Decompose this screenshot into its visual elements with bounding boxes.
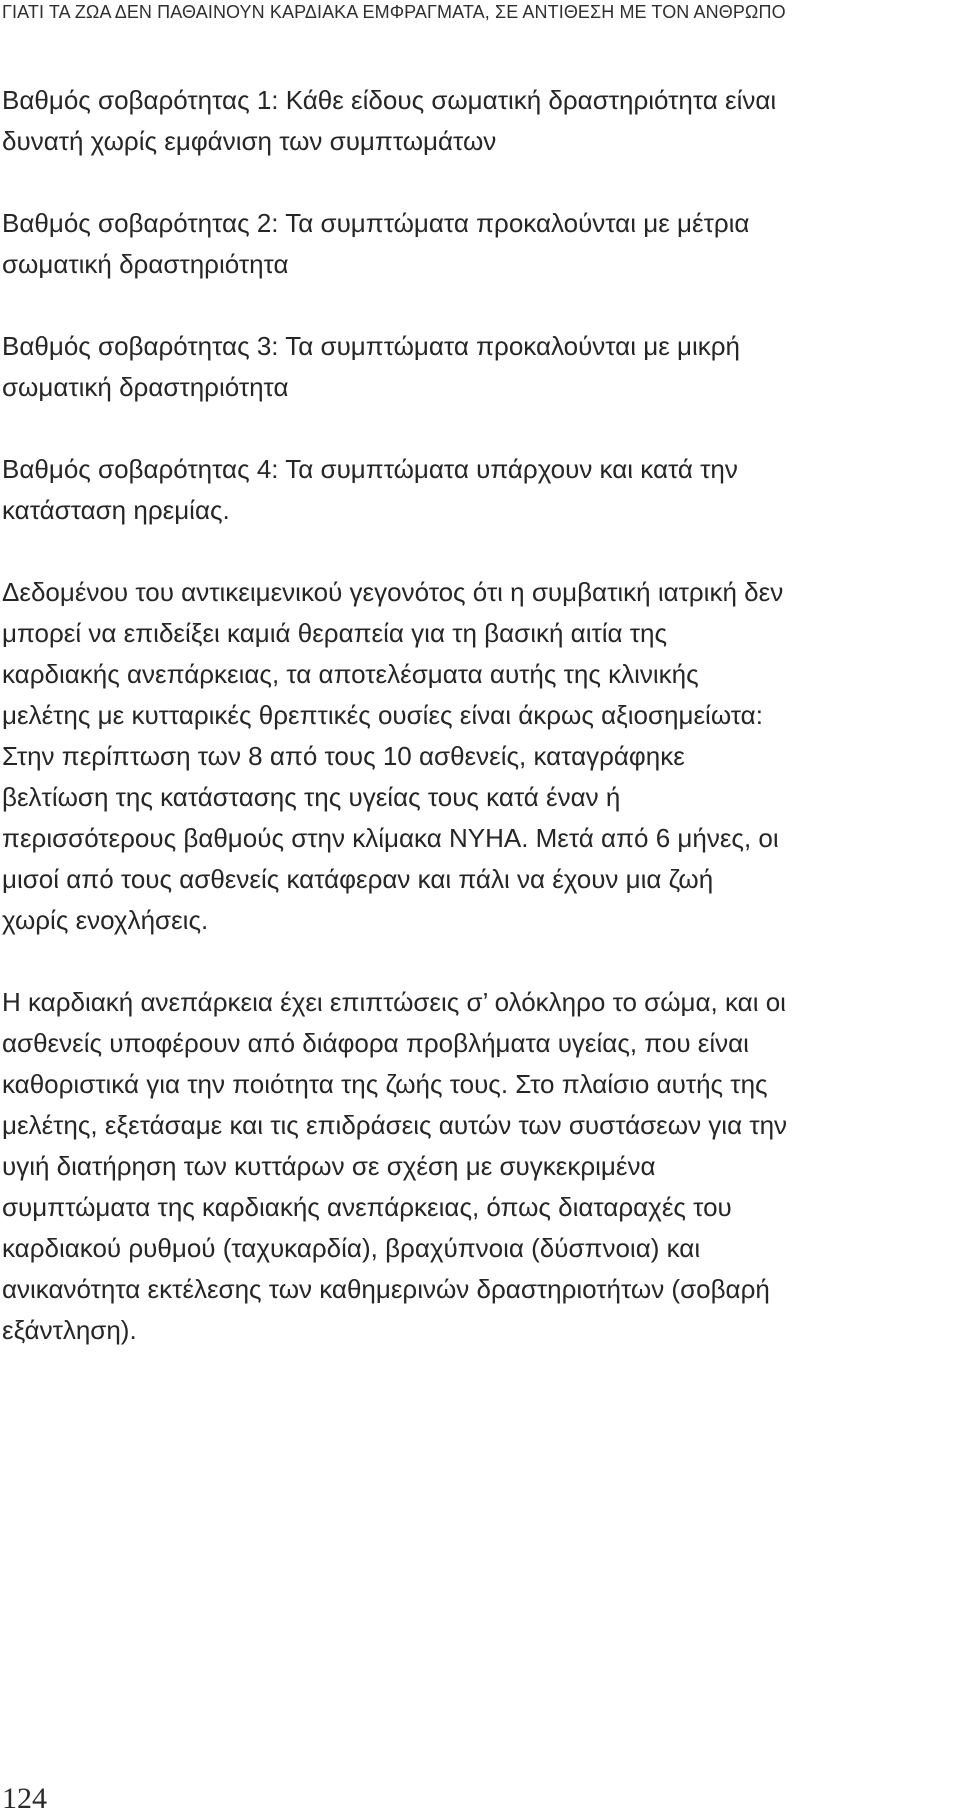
paragraph-2-line: καθοριστικά για την ποιότητα της ζωής τους. Στο πλαίσιο αυτής της xyxy=(2,1069,768,1099)
paragraph-2-line: υγιή διατήρηση των κυττάρων σε σχέση με συγκεκριμένα xyxy=(2,1151,656,1181)
severity-level-3 xyxy=(2,326,942,408)
paragraph-1-line: μισοί από τους ασθενείς κατάφεραν και πάλι να έχουν μια ζωή xyxy=(2,864,714,894)
paragraph-2-line: συμπτώματα της καρδιακής ανεπάρκειας, όπως διαταραχές του xyxy=(2,1192,732,1222)
severity-level-2-line-1: Βαθμός σοβαρότητας 2: Τα συμπτώματα προκαλούνται με μέτρια xyxy=(2,208,750,238)
severity-level-1-line-1: Βαθμός σοβαρότητας 1: Κάθε είδους σωματική δραστηριότητα είναι xyxy=(2,85,777,115)
paragraph-1-line: περισσότερους βαθμούς στην κλίμακα NYHA. Μετά από 6 μήνες, οι xyxy=(2,823,779,853)
paragraph-1-line: Στην περίπτωση των 8 από τους 10 ασθενείς, καταγράφηκε xyxy=(2,741,685,771)
severity-level-3-line-1: Βαθμός σοβαρότητας 3: Τα συμπτώματα προκαλούνται με μικρή xyxy=(2,331,741,361)
severity-level-1-line-2: δυνατή χωρίς εμφάνιση των συμπτωμάτων xyxy=(2,126,497,156)
paragraph-1-line: μπορεί να επιδείξει καμιά θεραπεία για τη βασική αιτία της xyxy=(2,618,668,648)
paragraph-1-line: Δεδομένου του αντικειμενικού γεγονότος ότι η συμβατική ιατρική δεν xyxy=(2,577,784,607)
severity-level-4-line-1: Βαθμός σοβαρότητας 4: Τα συμπτώματα υπάρχουν και κατά την xyxy=(2,454,738,484)
severity-level-4 xyxy=(2,449,942,531)
running-header: ΓΙΑΤΙ ΤΑ ΖΩΑ ΔΕΝ ΠΑΘΑΙΝΟΥΝ ΚΑΡΔΙΑΚΑ ΕΜΦΡΑΓΜΑΤΑ, ΣΕ ΑΝΤΙΘΕΣΗ ΜΕ ΤΟΝ ΑΝΘΡΩΠΟ xyxy=(2,2,786,22)
severity-level-3-line-2: σωματική δραστηριότητα xyxy=(2,372,289,402)
paragraph-1-line: βελτίωση της κατάστασης της υγείας τους κατά έναν ή xyxy=(2,782,621,812)
paragraph-2-line: ασθενείς υποφέρουν από διάφορα προβλήματα υγείας, που είναι xyxy=(2,1028,749,1058)
page-number: 124 xyxy=(2,1782,47,1815)
page-content xyxy=(2,80,942,1392)
severity-level-2 xyxy=(2,203,942,285)
paragraph-2-line: Η καρδιακή ανεπάρκεια έχει επιπτώσεις σ’ ολόκληρο το σώμα, και οι xyxy=(2,987,786,1017)
paragraph-heart-failure-effects xyxy=(2,982,942,1351)
severity-level-4-line-2: κατάσταση ηρεμίας. xyxy=(2,495,230,525)
paragraph-clinical-study xyxy=(2,572,942,941)
paragraph-1-line: χωρίς ενοχλήσεις. xyxy=(2,905,209,935)
paragraph-2-line: εξάντληση). xyxy=(2,1315,137,1345)
paragraph-1-line: μελέτης με κυτταρικές θρεπτικές ουσίες είναι άκρως αξιοσημείωτα: xyxy=(2,700,763,730)
paragraph-2-line: ανικανότητα εκτέλεσης των καθημερινών δραστηριοτήτων (σοβαρή xyxy=(2,1274,770,1304)
severity-level-2-line-2: σωματική δραστηριότητα xyxy=(2,249,289,279)
paragraph-2-line: καρδιακού ρυθμού (ταχυκαρδία), βραχύπνοια (δύσπνοια) και xyxy=(2,1233,701,1263)
paragraph-1-line: καρδιακής ανεπάρκειας, τα αποτελέσματα αυτής της κλινικής xyxy=(2,659,699,689)
severity-level-1 xyxy=(2,80,942,162)
paragraph-2-line: μελέτης, εξετάσαμε και τις επιδράσεις αυτών των συστάσεων για την xyxy=(2,1110,788,1140)
